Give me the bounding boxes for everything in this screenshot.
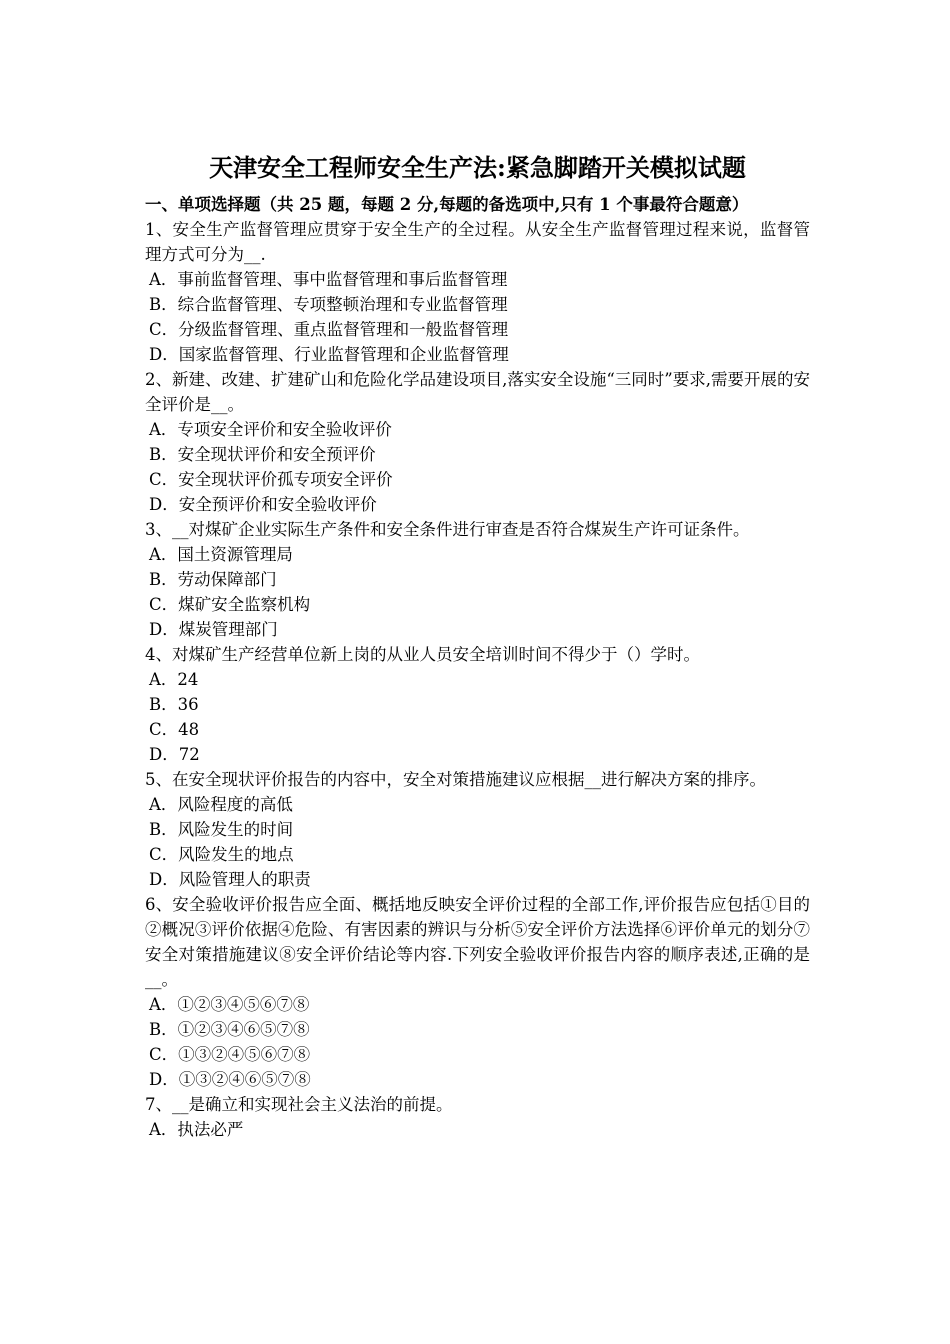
option-c: C．分级监督管理、重点监督管理和一般监督管理 (149, 320, 509, 339)
option-d: D．安全预评价和安全验收评价 (149, 495, 377, 514)
option-a: A．国土资源管理局 (149, 545, 293, 564)
question-1 (145, 217, 810, 367)
option-a: A．执法必严 (149, 1120, 244, 1139)
option-c: C．①③②④⑤⑥⑦⑧ (149, 1045, 311, 1064)
option-d: D．国家监督管理、行业监督管理和企业监督管理 (149, 345, 509, 364)
option-b: B．综合监督管理、专项整顿治理和专业监督管理 (149, 295, 508, 314)
question-stem: 1、安全生产监督管理应贯穿于安全生产的全过程。从安全生产监督管理过程来说，监督管理方式可分为__. (145, 220, 810, 264)
option-d: D．风险管理人的职责 (149, 870, 311, 889)
option-b: B．36 (149, 695, 199, 714)
option-b: B．安全现状评价和安全预评价 (149, 445, 376, 464)
option-b: B．①②③④⑥⑤⑦⑧ (149, 1020, 310, 1039)
option-a: A．①②③④⑤⑥⑦⑧ (149, 995, 310, 1014)
question-6 (145, 892, 810, 1092)
question-stem: 4、对煤矿生产经营单位新上岗的从业人员安全培训时间不得少于（）学时。 (145, 645, 700, 664)
option-d: D．煤炭管理部门 (149, 620, 278, 639)
question-4 (145, 642, 810, 767)
option-b: B．劳动保障部门 (149, 570, 277, 589)
question-stem: 6、安全验收评价报告应全面、概括地反映安全评价过程的全部工作,评价报告应包括①目的②概况③评价依据④危险、有害因素的辨识与分析⑤安全评价方法选择⑥评价单元的划分⑦安全对策措施建议⑧安全评价结论等内容.下列安全验收评价报告内容的顺序表述,正确的是__。 (145, 895, 810, 989)
option-a: A．24 (149, 670, 199, 689)
option-d: D．72 (149, 745, 200, 764)
question-3 (145, 517, 810, 642)
question-stem: 5、在安全现状评价报告的内容中，安全对策措施建议应根据__进行解决方案的排序。 (145, 770, 766, 789)
option-c: C．安全现状评价孤专项安全评价 (149, 470, 393, 489)
question-2 (145, 367, 810, 517)
section-heading: 一、单项选择题（共 25 题，每题 2 分,每题的备选项中,只有 1 个事最符合题意） (145, 195, 749, 214)
option-c: C．煤矿安全监察机构 (149, 595, 311, 614)
option-a: A．专项安全评价和安全验收评价 (149, 420, 392, 439)
option-b: B．风险发生的时间 (149, 820, 294, 839)
document-title: 天津安全工程师安全生产法:紧急脚踏开关模拟试题 (209, 153, 746, 182)
option-c: C．风险发生的地点 (149, 845, 294, 864)
option-a: A．风险程度的高低 (149, 795, 293, 814)
option-d: D．①③②④⑥⑤⑦⑧ (149, 1070, 311, 1089)
option-a: A．事前监督管理、事中监督管理和事后监督管理 (149, 270, 508, 289)
option-c: C．48 (149, 720, 200, 739)
question-stem: 7、__是确立和实现社会主义法治的前提。 (145, 1095, 453, 1114)
question-stem: 3、__对煤矿企业实际生产条件和安全条件进行审查是否符合煤炭生产许可证条件。 (145, 520, 750, 539)
question-7 (145, 1092, 810, 1142)
question-5 (145, 767, 810, 892)
question-stem: 2、新建、改建、扩建矿山和危险化学品建设项目,落实安全设施“三同时”要求,需要开展的安全评价是__。 (145, 370, 810, 414)
document-page (145, 150, 810, 1142)
